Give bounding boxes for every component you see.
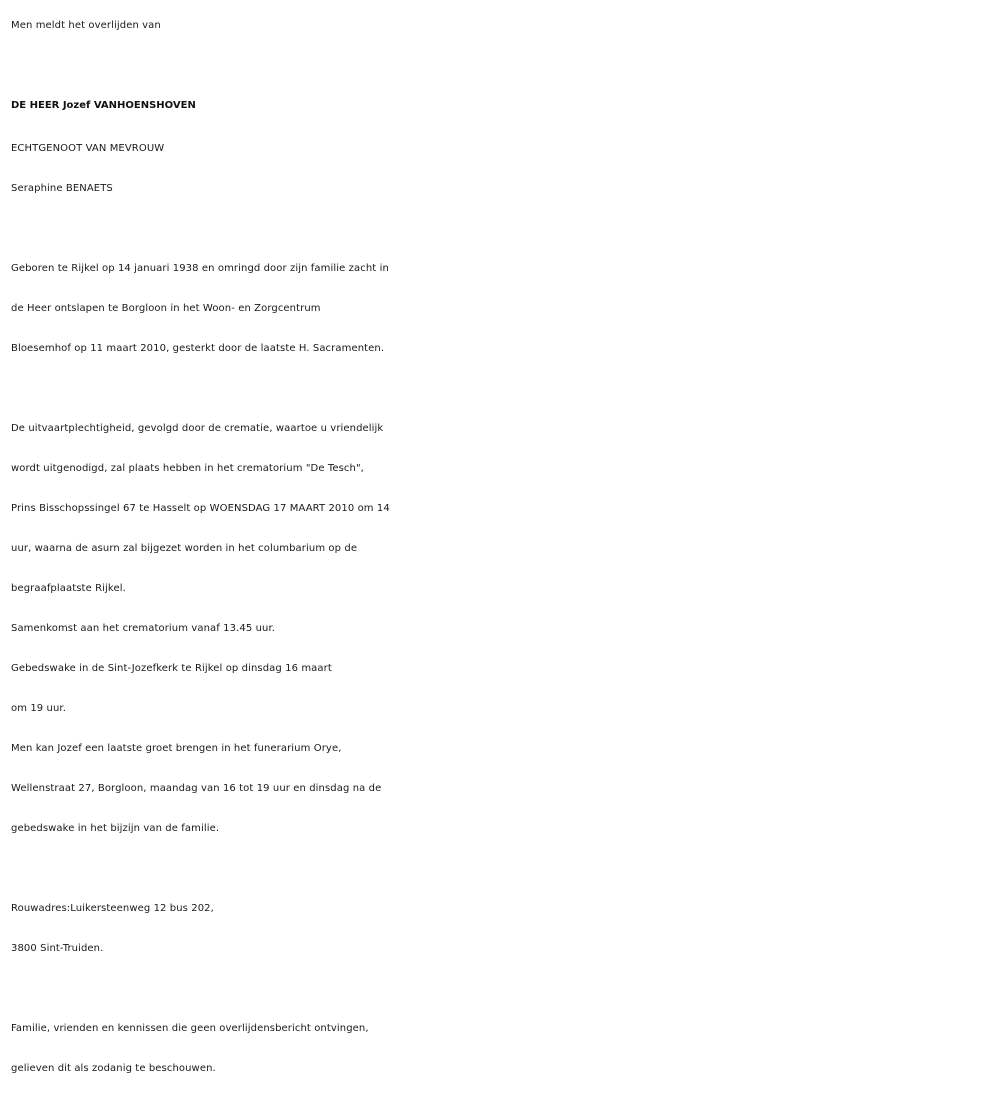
spacer bbox=[11, 849, 996, 889]
paragraph-line: Wellenstraat 27, Borgloon, maandag van 16 tot 19 uur en dinsdag na de bbox=[11, 783, 382, 794]
paragraph-line: Samenkomst aan het crematorium vanaf 13.45 uur. bbox=[11, 623, 276, 634]
spouse-title: ECHTGENOOT VAN MEVROUW bbox=[11, 143, 165, 154]
paragraph-line: de Heer ontslapen te Borgloon in het Woon- en Zorgcentrum bbox=[11, 303, 321, 314]
paragraph-line: begraafplaatste Rijkel. bbox=[11, 583, 126, 594]
paragraph-line: gebedswake in het bijzijn van de familie. bbox=[11, 823, 220, 834]
ceremony-paragraph bbox=[11, 409, 996, 849]
paragraph-line: Gebedswake in de Sint-Jozefkerk te Rijkel op dinsdag 16 maart bbox=[11, 663, 332, 674]
intro-text: Men meldt het overlijden van bbox=[11, 20, 161, 31]
address-line: 3800 Sint-Truiden. bbox=[11, 943, 104, 954]
spacer bbox=[11, 369, 996, 409]
mourning-address bbox=[11, 889, 996, 969]
paragraph-line: gelieven dit als zodanig te beschouwen. bbox=[11, 1063, 216, 1074]
paragraph-line: Prins Bisschopssingel 67 te Hasselt op WOENSDAG 17 MAART 2010 om 14 bbox=[11, 503, 390, 514]
deceased-name: DE HEER Jozef VANHOENSHOVEN bbox=[11, 100, 196, 111]
closing-paragraph bbox=[11, 1009, 996, 1089]
death-notice bbox=[11, 0, 996, 1089]
paragraph-line: Geboren te Rijkel op 14 januari 1938 en omringd door zijn familie zacht in bbox=[11, 263, 389, 274]
address-line: Rouwadres:Luikersteenweg 12 bus 202, bbox=[11, 903, 214, 914]
birth-death-paragraph bbox=[11, 249, 996, 369]
spacer bbox=[11, 209, 996, 249]
paragraph-line: om 19 uur. bbox=[11, 703, 66, 714]
paragraph-line: uur, waarna de asurn zal bijgezet worden in het columbarium op de bbox=[11, 543, 358, 554]
paragraph-line: Bloesemhof op 11 maart 2010, gesterkt door de laatste H. Sacramenten. bbox=[11, 343, 385, 354]
paragraph-line: Men kan Jozef een laatste groet brengen in het funerarium Orye, bbox=[11, 743, 342, 754]
paragraph-line: wordt uitgenodigd, zal plaats hebben in het crematorium "De Tesch", bbox=[11, 463, 364, 474]
paragraph-line: Familie, vrienden en kennissen die geen overlijdensbericht ontvingen, bbox=[11, 1023, 369, 1034]
paragraph-line: De uitvaartplechtigheid, gevolgd door de crematie, waartoe u vriendelijk bbox=[11, 423, 384, 434]
spacer bbox=[11, 969, 996, 1009]
spouse-name: Seraphine BENAETS bbox=[11, 183, 113, 194]
